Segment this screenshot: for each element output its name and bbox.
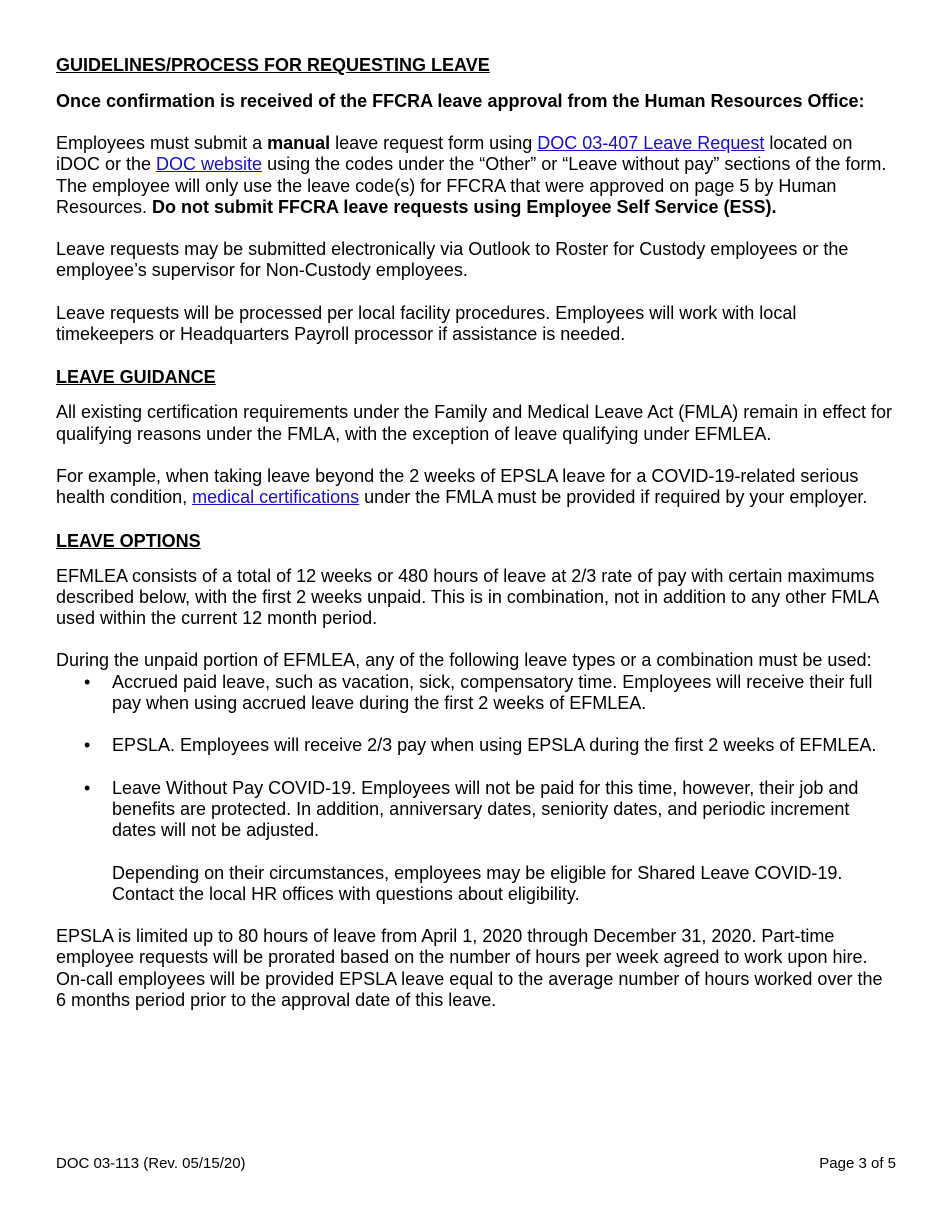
- page-number: Page 3 of 5: [819, 1155, 896, 1172]
- list-item: [56, 672, 896, 715]
- leave-types-list: [56, 672, 896, 842]
- list-item: [56, 778, 896, 842]
- medical-certifications-link[interactable]: medical certifications: [192, 487, 360, 508]
- form-id: DOC 03-113 (Rev. 05/15/20): [56, 1155, 246, 1172]
- text-run: For example, when taking leave beyond the 2 weeks of EPSLA leave for a COVID-19-related serious health condition,: [56, 465, 859, 508]
- leave-request-form-link[interactable]: DOC 03-407 Leave Request: [537, 133, 765, 153]
- list-item-text: Leave Without Pay COVID-19. Employees will not be paid for this time, however, their job and benefits are protected. In addition, anniversary dates, seniority dates, and periodic increment dates will not be adjusted.: [112, 777, 859, 841]
- outlook-paragraph: Leave requests may be submitted electronically via Outlook to Roster for Custody employees or the employee’s supervisor for Non-Custody employees.: [56, 239, 849, 281]
- efmlea-paragraph: EFMLEA consists of a total of 12 weeks or 480 hours of leave at 2/3 rate of pay with certain maximums described below, with the first 2 weeks unpaid. This is in combination, not in addition to any other FMLA used within the current 12 month period.: [56, 565, 879, 629]
- text-run: using the codes under the “Other” or “Leave without pay” sections of the form. The employee will only use the leave code(s) for FFCRA that were approved on page 5 by Human Resources.: [56, 154, 887, 217]
- shared-leave-note: Depending on their circumstances, employees may be eligible for Shared Leave COVID-19. Contact the local HR offices with questions about eligibility.: [112, 862, 843, 904]
- list-item-text: Accrued paid leave, such as vacation, sick, compensatory time. Employees will receive their full pay when using accrued leave during the first 2 weeks of EFMLEA.: [112, 671, 873, 714]
- doc-website-link[interactable]: DOC website: [156, 154, 263, 175]
- list-item-text: EPSLA. Employees will receive 2/3 pay when using EPSLA during the first 2 weeks of EFMLEA.: [112, 735, 877, 756]
- section-heading-leave-options: LEAVE OPTIONS: [56, 530, 201, 551]
- text-run: Employees must submit a: [56, 133, 268, 153]
- unpaid-portion-paragraph: During the unpaid portion of EFMLEA, any of the following leave types or a combination must be used:: [56, 650, 872, 671]
- list-item: [56, 735, 896, 756]
- text-run: under the FMLA must be provided if required by your employer.: [359, 487, 868, 508]
- bold-manual: manual: [267, 133, 331, 153]
- text-run: located on iDOC or the: [56, 133, 853, 175]
- epsla-limit-paragraph: EPSLA is limited up to 80 hours of leave from April 1, 2020 through December 31, 2020. Part-time employee requests will be prorated based on the number of hours per week agreed to work upon hire. On-call employees will be provided EPSLA leave equal to the average number of hours worked over the 6 months period prior to the approval date of this leave.: [56, 926, 883, 1011]
- fmla-certification-paragraph: All existing certification requirements under the Family and Medical Leave Act (FMLA) remain in effect for qualifying reasons under the FMLA, with the exception of leave qualifying under EFMLEA.: [56, 402, 893, 444]
- bullet-icon: •: [84, 777, 91, 798]
- section-heading-requesting-leave: GUIDELINES/PROCESS FOR REQUESTING LEAVE: [56, 55, 490, 75]
- text-run: leave request form using: [330, 133, 538, 153]
- manual-request-paragraph: [56, 133, 896, 218]
- bullet-icon: •: [84, 671, 91, 692]
- confirmation-subheading: Once confirmation is received of the FFCRA leave approval from the Human Resources Office:: [56, 91, 865, 111]
- example-paragraph: [56, 466, 896, 509]
- processing-paragraph: Leave requests will be processed per local facility procedures. Employees will work with local timekeepers or Headquarters Payroll processor if assistance is needed.: [56, 302, 797, 345]
- ess-warning: Do not submit FFCRA leave requests using Employee Self Service (ESS).: [152, 196, 777, 217]
- bullet-icon: •: [84, 735, 91, 756]
- section-heading-leave-guidance: LEAVE GUIDANCE: [56, 367, 216, 388]
- document-page: [56, 54, 896, 1011]
